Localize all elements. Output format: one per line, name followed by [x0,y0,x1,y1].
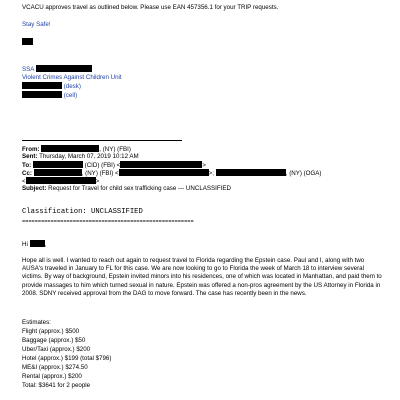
classification-label: Classification: UNCLASSIFIED [22,208,143,216]
cc-mid: >; [208,170,215,177]
redaction-block [34,169,82,176]
estimate-item: ME&I (approx.) $274.50 [22,364,88,371]
signature-unit: Violent Crimes Against Children Unit [22,74,122,81]
sent-row [22,153,139,161]
estimate-item: Hotel (approx.) $199 (total $796) [22,355,112,362]
redaction-block [33,161,83,168]
from-value: , (NY) (FBI) [99,146,131,153]
subject-row [22,185,231,193]
estimate-item: Uber/Taxi (approx.) $200 [22,346,91,353]
estimates-heading: Estimates: [22,319,51,326]
estimate-item: Flight (approx.) $500 [22,328,80,335]
signature-title-row [22,65,92,74]
sign-off: Stay Safe! [22,21,51,28]
estimate-item: Rental (approx.) $200 [22,373,82,380]
sent-value: Thursday, March 07, 2019 10:12 AM [39,153,139,160]
estimate-total: Total: $3641 for 2 people [22,382,91,389]
redaction-block [120,161,202,168]
cc-tail: , (NY) (OGA) [285,170,322,177]
to-value: (CID) (FBI) < [84,162,121,169]
from-label: From: [22,146,40,153]
subject-value: Request for Travel for child sex trafficking case --- UNCLASSIFIED [48,185,231,192]
to-label: To: [22,162,32,169]
classification-divider: ====================================================== [22,219,194,225]
approval-line: VCACU approves travel as outlined below. Please use EAN 457356.1 for your TRIP requests. [22,4,279,11]
desk-label: (desk) [63,83,81,90]
cc-close: > [95,178,100,185]
to-close: > [202,162,206,169]
cc-label: Cc: [22,170,32,177]
estimate-item: Baggage (approx.) $50 [22,337,86,344]
greeting-row [22,240,46,249]
signature-name-row [22,38,33,47]
cc-open: < [22,178,26,185]
cc-value: , (NY) (FBI) < [81,170,119,177]
sent-label: Sent: [22,153,38,160]
signature-desk-row [22,82,81,91]
redaction-block [22,38,33,45]
redaction-block [22,82,62,89]
redaction-block [216,169,286,176]
redaction-block [119,169,209,176]
subject-label: Subject: [22,185,47,192]
signature-cell-row [22,91,77,100]
signature-title: SSA [22,66,35,73]
redaction-block [41,145,99,152]
redaction-block [26,177,96,184]
cell-label: (cell) [63,92,78,99]
redaction-block [36,65,92,72]
header-divider [22,140,182,141]
greeting: Hi [22,241,28,248]
body-paragraph: Hope all is well. I wanted to reach out again to request travel to Florida regarding the Epstein case. Paul and I, along with two AUSA's traveled in January to FL for this case. We are now looking to go to Florida the week of March 18 to interview several victims. By way of background, Epstein invited minors into his residences, one of which was located in Manhattan, and paid them to provide massages to him which turned sexual in nature. Epstein was offered a non-pros agreement by the US Attorney in Florida in 2008. SDNY received approval from the DAG to move forward. The case has recently been in the news. [22,257,382,297]
redaction-block [22,91,62,98]
redaction-block [30,240,45,247]
greeting-end: , [44,241,47,248]
